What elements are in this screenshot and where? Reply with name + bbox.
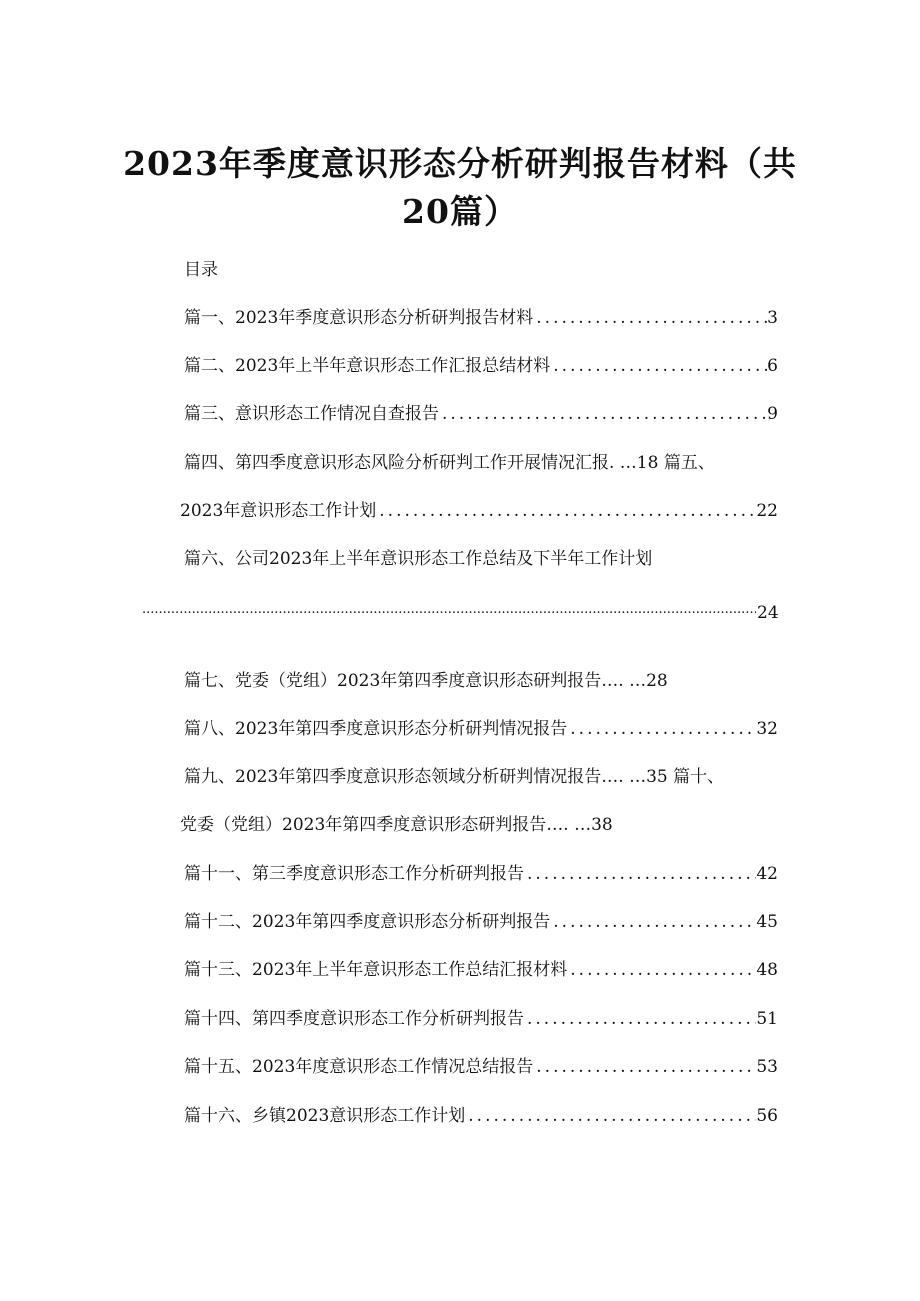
toc-entry-label: 2023年意识形态工作计划 <box>180 501 377 521</box>
toc-leader-dots <box>550 354 767 378</box>
toc-entry-page: 48 <box>756 960 778 980</box>
toc-entry[interactable] <box>184 862 778 886</box>
toc-entry[interactable] <box>184 354 778 378</box>
toc-entry-label: 篇十一、第三季度意识形态工作分析研判报告 <box>184 864 524 884</box>
toc-entry-label: 篇十二、2023年第四季度意识形态分析研判报告 <box>184 912 551 932</box>
toc-entry[interactable] <box>184 717 778 741</box>
toc-entry-page: 6 <box>767 356 778 376</box>
toc-leader-dots <box>524 1007 756 1031</box>
document-title-line1: 2023年季度意识形态分析研判报告材料（共 <box>123 144 797 183</box>
toc-entry-page: 45 <box>756 912 778 932</box>
toc-entry[interactable] <box>184 958 778 982</box>
toc-leader-dots <box>142 602 756 618</box>
toc-heading: 目录 <box>184 260 218 280</box>
toc-entry[interactable] <box>184 306 778 330</box>
toc-leader-dots <box>376 499 756 523</box>
toc-entry-label: 篇十三、2023年上半年意识形态工作总结汇报材料 <box>184 960 568 980</box>
toc-entry-page: 32 <box>756 719 778 739</box>
toc-leader-dots <box>465 1104 756 1128</box>
toc-leader-dots <box>567 958 756 982</box>
toc-entry[interactable] <box>184 1104 778 1128</box>
toc-entry-combined[interactable]: 党委（党组）2023年第四季度意识形态研判报告…. …38 <box>180 815 613 835</box>
toc-entry-page: 42 <box>756 864 778 884</box>
toc-entry-page: 9 <box>767 404 778 424</box>
toc-entry[interactable] <box>184 402 778 426</box>
toc-entry-label[interactable]: 篇六、公司2023年上半年意识形态工作总结及下半年工作计划 <box>184 549 653 569</box>
toc-entry-page: 22 <box>756 501 778 521</box>
document-title-line2: 20篇） <box>402 192 518 231</box>
toc-entry-label: 篇十五、2023年度意识形态工作情况总结报告 <box>184 1057 534 1077</box>
toc-entry[interactable] <box>184 1055 778 1079</box>
toc-entry-label: 篇八、2023年第四季度意识形态分析研判情况报告 <box>184 719 568 739</box>
toc-leader-dots <box>439 402 767 426</box>
toc-leader-dots <box>533 1055 756 1079</box>
toc-entry-label: 篇十六、乡镇2023意识形态工作计划 <box>184 1106 466 1126</box>
toc-entry[interactable] <box>184 910 778 934</box>
toc-entry-combined[interactable]: 篇七、党委（党组）2023年第四季度意识形态研判报告…. …28 <box>184 671 668 691</box>
toc-leader-dots <box>567 717 756 741</box>
toc-entry-page: 53 <box>756 1057 778 1077</box>
toc-leader-dots <box>533 306 767 330</box>
toc-entry-combined[interactable]: 篇九、2023年第四季度意识形态领域分析研判情况报告…. …35 篇十、 <box>184 767 725 787</box>
toc-leader-dots <box>550 910 756 934</box>
toc-entry-label: 篇二、2023年上半年意识形态工作汇报总结材料 <box>184 356 551 376</box>
toc-entry-label: 篇十四、第四季度意识形态工作分析研判报告 <box>184 1009 524 1029</box>
toc-entry-combined[interactable]: 篇四、第四季度意识形态风险分析研判工作开展情况汇报. …18 篇五、 <box>184 453 715 473</box>
toc-entry-page: 24 <box>757 603 779 623</box>
toc-entry-page: 56 <box>756 1106 778 1126</box>
toc-entry-page: 3 <box>767 308 778 328</box>
toc-entry-label: 篇三、意识形态工作情况自查报告 <box>184 404 439 424</box>
toc-leader-dots <box>524 862 756 886</box>
toc-entry-label: 篇一、2023年季度意识形态分析研判报告材料 <box>184 308 534 328</box>
toc-entry[interactable] <box>180 499 778 523</box>
toc-entry-page: 51 <box>756 1009 778 1029</box>
toc-entry[interactable] <box>184 1007 778 1031</box>
